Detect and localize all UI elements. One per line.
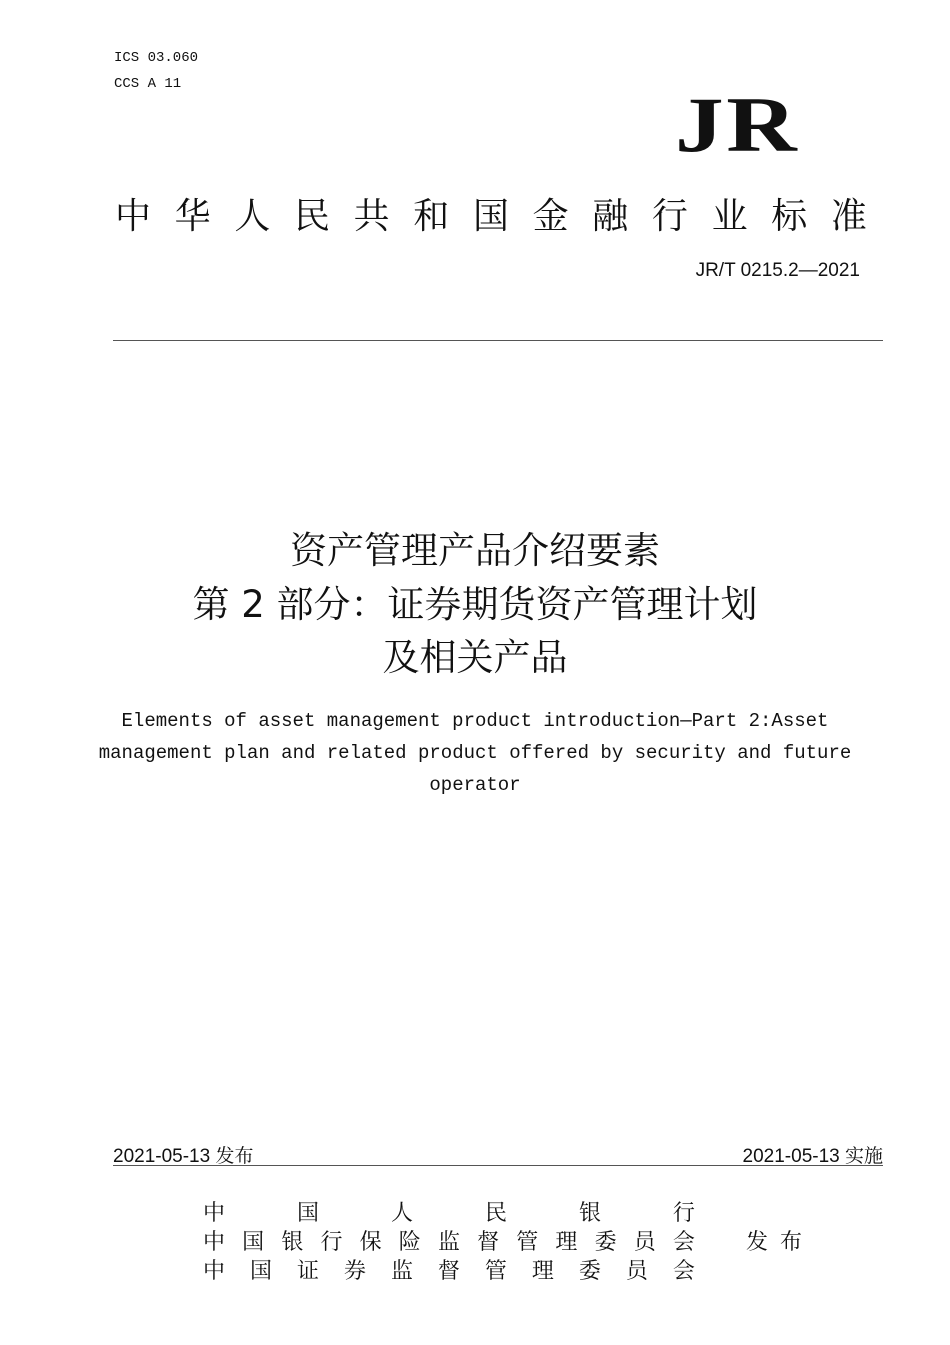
standard-code: JR/T 0215.2—2021 [695, 260, 860, 281]
ics-code: ICS 03.060 [114, 50, 199, 66]
title-zh-line: 资产管理产品介绍要素 [290, 529, 660, 572]
title-en-line: management plan and related product offered by security and future [98, 742, 852, 764]
jr-logo: JR [675, 81, 800, 168]
issue-label: 发布 [746, 1230, 815, 1255]
standard-category: 中 华 人 民 共 和 国 金 融 行 业 标 准 [115, 196, 867, 237]
title-zh-line: 及相关产品 [382, 636, 568, 679]
issuer-line: 中 国 证 券 监 督 管 理 委 员 会 [203, 1259, 695, 1284]
publish-date: 2021-05-13 发布 [113, 1146, 254, 1167]
issuer-line: 中 国 人 民 银 行 [203, 1201, 695, 1226]
title-en-line: Elements of asset management product introduction—Part 2:Asset [121, 710, 829, 732]
divider [113, 1165, 883, 1166]
title-zh-line: 第 2 部分：证券期货资产管理计划 [192, 583, 758, 626]
divider [113, 340, 883, 341]
title-en-line: operator [429, 774, 521, 796]
issuer-line: 中 国 银 行 保 险 监 督 管 理 委 员 会 [203, 1230, 695, 1255]
ccs-code: CCS A 11 [114, 76, 182, 92]
implement-date: 2021-05-13 实施 [742, 1146, 883, 1167]
